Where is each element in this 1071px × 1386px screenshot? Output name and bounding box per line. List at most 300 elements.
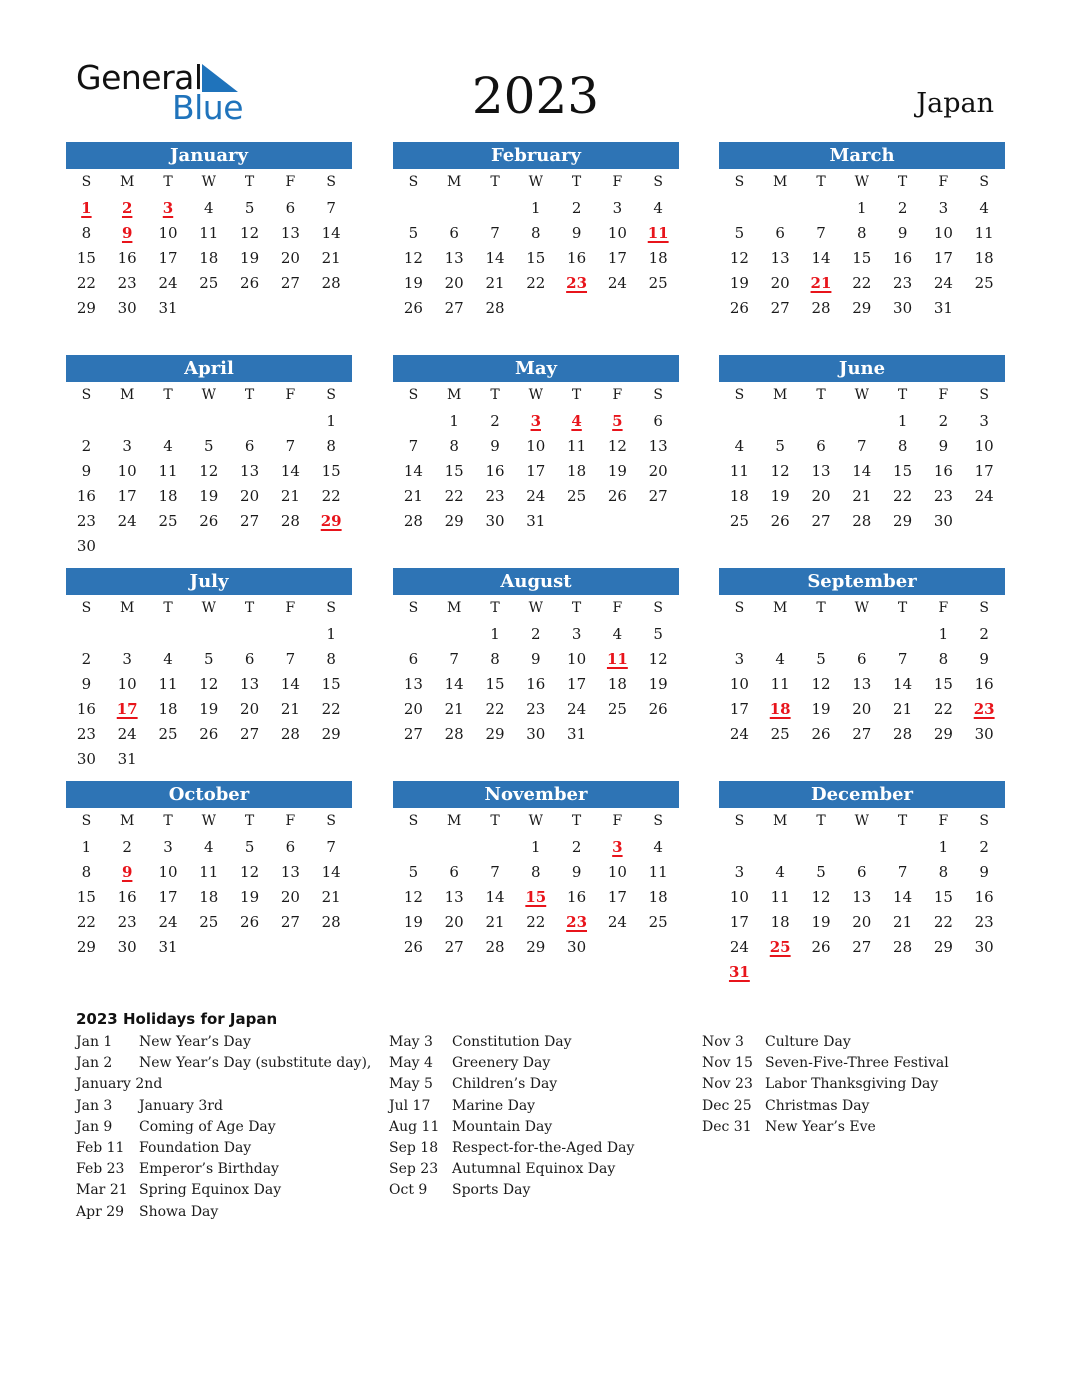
weekday-label: T xyxy=(816,387,826,403)
date-cell: 30 xyxy=(933,512,953,530)
date-cell: 8 xyxy=(531,224,541,242)
date-cell: 17 xyxy=(933,249,953,267)
holiday-date: Apr 29 xyxy=(76,1203,125,1220)
holiday-date: 3 xyxy=(612,838,623,856)
date-cell: 27 xyxy=(280,274,300,292)
date-cell: 10 xyxy=(607,863,627,881)
holiday-item xyxy=(76,1180,376,1201)
date-cell: 27 xyxy=(280,913,300,931)
holiday-date: 9 xyxy=(121,224,133,242)
date-cell: 16 xyxy=(567,888,587,906)
date-cell: 12 xyxy=(199,675,219,693)
empty-cell xyxy=(66,409,107,434)
date-cell: 23 xyxy=(76,512,96,530)
date-cell: 30 xyxy=(117,938,137,956)
date-cell: 13 xyxy=(280,863,300,881)
month-header: September xyxy=(719,568,1005,595)
weekday-label: T xyxy=(490,387,500,403)
date-cell: 22 xyxy=(526,913,546,931)
empty-cell xyxy=(107,409,148,434)
date-cell: 10 xyxy=(526,437,546,455)
date-cell: 13 xyxy=(444,888,464,906)
holiday-date: 9 xyxy=(121,863,133,881)
date-cell: 2 xyxy=(531,625,541,643)
month-header: June xyxy=(719,355,1005,382)
date-cell: 10 xyxy=(933,224,953,242)
date-cell: 25 xyxy=(199,913,219,931)
date-cell: 9 xyxy=(979,650,989,668)
date-cell: 4 xyxy=(204,199,214,217)
date-cell: 19 xyxy=(403,274,423,292)
date-cell: 22 xyxy=(321,487,341,505)
date-cell: 15 xyxy=(485,675,505,693)
date-cell: 14 xyxy=(321,224,341,242)
month-header: July xyxy=(66,568,352,595)
weekday-label: T xyxy=(163,600,173,616)
date-cell: 8 xyxy=(938,863,949,881)
date-cell: 2 xyxy=(122,838,132,856)
date-cell: 5 xyxy=(816,863,826,881)
weekday-label: T xyxy=(490,813,500,829)
holiday-item xyxy=(702,1074,1002,1095)
date-cell: 24 xyxy=(729,725,749,743)
weekday-label: T xyxy=(163,387,173,403)
weekday-label: M xyxy=(773,813,788,829)
holiday-date: 31 xyxy=(728,963,750,981)
holiday-item xyxy=(76,1096,376,1117)
date-cell: 6 xyxy=(244,437,255,455)
holiday-date: 4 xyxy=(571,412,582,430)
weekday-label: M xyxy=(120,600,135,616)
weekday-label: T xyxy=(490,600,500,616)
weekday-label: S xyxy=(734,174,745,190)
weekday-label: F xyxy=(612,387,623,403)
holiday-date: Feb 23 xyxy=(76,1161,125,1178)
date-cell: 26 xyxy=(648,700,668,718)
date-cell: 3 xyxy=(612,199,623,217)
month-days-grid xyxy=(66,169,352,321)
date-cell: 30 xyxy=(974,725,994,743)
date-cell: 28 xyxy=(893,938,913,956)
month-days-grid xyxy=(719,382,1005,534)
month-days-grid xyxy=(719,808,1005,985)
date-cell: 27 xyxy=(852,725,872,743)
holiday-item xyxy=(389,1096,689,1117)
holiday-date: Jan 2 xyxy=(76,1055,113,1072)
month-header: February xyxy=(393,142,679,169)
date-cell: 17 xyxy=(729,913,749,931)
weekday-label: M xyxy=(120,174,135,190)
date-cell: 27 xyxy=(648,487,668,505)
date-cell: 26 xyxy=(811,725,831,743)
holiday-item xyxy=(389,1074,689,1095)
weekday-label: F xyxy=(938,387,949,403)
weekday-label: M xyxy=(447,813,462,829)
date-cell: 9 xyxy=(531,650,541,668)
date-cell: 21 xyxy=(280,700,300,718)
weekday-label: T xyxy=(571,813,582,829)
date-cell: 10 xyxy=(974,437,994,455)
date-cell: 15 xyxy=(852,249,872,267)
date-cell: 21 xyxy=(403,487,423,505)
month-days-grid xyxy=(66,808,352,960)
holiday-date: Oct 9 xyxy=(389,1182,428,1199)
weekday-label: T xyxy=(897,174,908,190)
weekday-label: M xyxy=(773,600,788,616)
date-cell: 8 xyxy=(938,650,949,668)
date-cell: 13 xyxy=(444,249,464,267)
holiday-item xyxy=(702,1117,1002,1138)
weekday-label: S xyxy=(653,387,663,403)
date-cell: 18 xyxy=(158,487,178,505)
date-cell: 2 xyxy=(938,412,949,430)
date-cell: 21 xyxy=(852,487,872,505)
empty-cell xyxy=(393,835,434,860)
month-days-grid xyxy=(393,595,679,747)
weekday-label: W xyxy=(201,813,216,829)
date-cell: 22 xyxy=(76,274,96,292)
holiday-date: Mar 21 xyxy=(76,1182,128,1199)
date-cell: 19 xyxy=(240,249,260,267)
date-cell: 7 xyxy=(326,838,336,856)
date-cell: 25 xyxy=(770,725,790,743)
holiday-name: Christmas Day xyxy=(765,1097,870,1114)
weekday-label: T xyxy=(163,813,173,829)
empty-cell xyxy=(719,835,760,860)
holiday-date: 11 xyxy=(606,650,628,668)
month-header: April xyxy=(66,355,352,382)
date-cell: 26 xyxy=(403,938,423,956)
holiday-date: Aug 11 xyxy=(389,1118,440,1135)
date-cell: 23 xyxy=(117,913,137,931)
holiday-date: 17 xyxy=(116,700,138,718)
month-march xyxy=(719,142,1005,321)
date-cell: 18 xyxy=(974,249,994,267)
date-cell: 8 xyxy=(857,224,867,242)
date-cell: 10 xyxy=(117,462,137,480)
date-cell: 28 xyxy=(403,512,423,530)
date-cell: 7 xyxy=(408,437,419,455)
holiday-item xyxy=(76,1159,376,1180)
weekday-label: S xyxy=(734,387,745,403)
month-days-grid xyxy=(393,169,679,321)
date-cell: 6 xyxy=(449,224,459,242)
date-cell: 24 xyxy=(158,274,178,292)
holiday-name: New Year’s Eve xyxy=(765,1118,876,1135)
weekday-label: T xyxy=(816,813,826,829)
empty-cell xyxy=(801,409,842,434)
date-cell: 18 xyxy=(770,913,790,931)
date-cell: 9 xyxy=(490,437,500,455)
date-cell: 10 xyxy=(729,675,749,693)
weekday-label: S xyxy=(734,600,745,616)
date-cell: 7 xyxy=(326,199,336,217)
date-cell: 29 xyxy=(444,512,464,530)
date-cell: 27 xyxy=(811,512,831,530)
date-cell: 8 xyxy=(897,437,908,455)
date-cell: 29 xyxy=(933,725,953,743)
date-cell: 7 xyxy=(897,863,908,881)
date-cell: 3 xyxy=(938,199,949,217)
holiday-date: Nov 15 xyxy=(702,1055,753,1072)
date-cell: 7 xyxy=(449,650,459,668)
empty-cell xyxy=(719,622,760,647)
date-cell: 13 xyxy=(648,437,668,455)
date-cell: 19 xyxy=(729,274,749,292)
holiday-date: 5 xyxy=(612,412,623,430)
holiday-date: May 5 xyxy=(389,1076,433,1093)
date-cell: 4 xyxy=(163,650,173,668)
date-cell: 20 xyxy=(280,249,300,267)
empty-cell xyxy=(188,409,229,434)
month-april xyxy=(66,355,352,559)
date-cell: 2 xyxy=(979,625,989,643)
date-cell: 6 xyxy=(857,650,867,668)
month-days-grid xyxy=(66,382,352,559)
holiday-name: Spring Equinox Day xyxy=(139,1182,282,1199)
date-cell: 3 xyxy=(734,863,745,881)
month-days-grid xyxy=(719,169,1005,321)
month-days-grid xyxy=(393,382,679,534)
holiday-date: Nov 23 xyxy=(702,1076,753,1093)
holiday-name: Emperor’s Birthday xyxy=(139,1161,279,1178)
date-cell: 12 xyxy=(199,462,219,480)
date-cell: 21 xyxy=(485,274,505,292)
date-cell: 7 xyxy=(490,224,500,242)
month-header: March xyxy=(719,142,1005,169)
date-cell: 14 xyxy=(444,675,464,693)
date-cell: 19 xyxy=(240,888,260,906)
date-cell: 13 xyxy=(811,462,831,480)
empty-cell xyxy=(760,409,801,434)
date-cell: 26 xyxy=(607,487,627,505)
month-header: January xyxy=(66,142,352,169)
holiday-date: Feb 11 xyxy=(76,1140,125,1157)
weekday-label: W xyxy=(201,387,216,403)
date-cell: 3 xyxy=(122,650,132,668)
date-cell: 10 xyxy=(607,224,627,242)
date-cell: 13 xyxy=(770,249,790,267)
date-cell: 8 xyxy=(326,650,336,668)
holiday-name: Foundation Day xyxy=(139,1140,252,1157)
date-cell: 31 xyxy=(117,750,137,768)
month-january xyxy=(66,142,352,321)
date-cell: 4 xyxy=(775,863,785,881)
holiday-item xyxy=(389,1159,689,1180)
date-cell: 15 xyxy=(76,249,96,267)
date-cell: 28 xyxy=(852,512,872,530)
date-cell: 12 xyxy=(729,249,749,267)
weekday-label: M xyxy=(447,600,462,616)
date-cell: 16 xyxy=(567,249,587,267)
date-cell: 5 xyxy=(408,863,419,881)
date-cell: 11 xyxy=(729,462,749,480)
date-cell: 8 xyxy=(490,650,500,668)
date-cell: 21 xyxy=(280,487,300,505)
date-cell: 5 xyxy=(816,650,826,668)
holiday-item xyxy=(389,1138,689,1159)
date-cell: 26 xyxy=(240,913,260,931)
holiday-date: 3 xyxy=(162,199,174,217)
weekday-label: F xyxy=(285,174,296,190)
date-cell: 16 xyxy=(974,888,994,906)
date-cell: 14 xyxy=(403,462,423,480)
weekday-label: S xyxy=(326,387,336,403)
date-cell: 19 xyxy=(648,675,668,693)
date-cell: 2 xyxy=(897,199,908,217)
weekday-label: T xyxy=(897,387,908,403)
weekday-label: S xyxy=(979,600,989,616)
month-february xyxy=(393,142,679,321)
date-cell: 22 xyxy=(852,274,872,292)
date-cell: 25 xyxy=(607,700,627,718)
holiday-name: Marine Day xyxy=(452,1097,536,1114)
date-cell: 5 xyxy=(408,224,419,242)
month-header: December xyxy=(719,781,1005,808)
date-cell: 1 xyxy=(326,412,336,430)
date-cell: 31 xyxy=(158,299,178,317)
date-cell: 20 xyxy=(811,487,831,505)
weekday-label: F xyxy=(612,174,623,190)
date-cell: 21 xyxy=(485,913,505,931)
weekday-label: S xyxy=(979,387,989,403)
logo-text-general: General xyxy=(76,58,203,97)
date-cell: 19 xyxy=(403,913,423,931)
weekday-label: M xyxy=(773,387,788,403)
holiday-name: Children’s Day xyxy=(452,1076,558,1093)
weekday-label: T xyxy=(571,387,582,403)
date-cell: 18 xyxy=(729,487,749,505)
date-cell: 9 xyxy=(571,224,582,242)
holiday-item xyxy=(389,1053,689,1074)
date-cell: 18 xyxy=(199,249,219,267)
weekday-label: F xyxy=(285,600,296,616)
date-cell: 28 xyxy=(280,512,300,530)
date-cell: 16 xyxy=(76,700,96,718)
date-cell: 1 xyxy=(938,625,949,643)
date-cell: 30 xyxy=(76,750,96,768)
date-cell: 28 xyxy=(485,938,505,956)
date-cell: 22 xyxy=(526,274,546,292)
date-cell: 15 xyxy=(526,249,546,267)
date-cell: 15 xyxy=(321,462,341,480)
date-cell: 10 xyxy=(158,224,178,242)
holiday-date: Jan 9 xyxy=(76,1118,113,1135)
empty-cell xyxy=(841,835,882,860)
date-cell: 28 xyxy=(893,725,913,743)
weekday-label: F xyxy=(938,600,949,616)
date-cell: 29 xyxy=(485,725,505,743)
date-cell: 3 xyxy=(979,412,989,430)
date-cell: 18 xyxy=(607,675,627,693)
empty-cell xyxy=(882,835,923,860)
date-cell: 9 xyxy=(81,462,92,480)
date-cell: 8 xyxy=(81,224,92,242)
date-cell: 11 xyxy=(567,437,587,455)
date-cell: 26 xyxy=(729,299,749,317)
date-cell: 26 xyxy=(811,938,831,956)
weekday-label: M xyxy=(773,174,788,190)
date-cell: 23 xyxy=(893,274,913,292)
date-cell: 19 xyxy=(811,700,831,718)
date-cell: 15 xyxy=(933,675,953,693)
date-cell: 11 xyxy=(199,224,219,242)
date-cell: 17 xyxy=(567,675,587,693)
date-cell: 30 xyxy=(567,938,587,956)
weekday-label: S xyxy=(81,600,92,616)
holiday-column-3 xyxy=(702,1032,1002,1138)
empty-cell xyxy=(148,409,189,434)
date-cell: 15 xyxy=(933,888,953,906)
weekday-label: W xyxy=(528,600,543,616)
weekday-label: T xyxy=(244,174,255,190)
empty-cell xyxy=(760,622,801,647)
date-cell: 20 xyxy=(403,700,423,718)
date-cell: 6 xyxy=(285,838,296,856)
date-cell: 20 xyxy=(444,913,464,931)
holiday-date: 2 xyxy=(121,199,133,217)
page-title-year: 2023 xyxy=(471,67,600,125)
empty-cell xyxy=(434,835,475,860)
date-cell: 18 xyxy=(648,888,668,906)
date-cell: 22 xyxy=(893,487,913,505)
date-cell: 28 xyxy=(444,725,464,743)
date-cell: 25 xyxy=(729,512,749,530)
date-cell: 5 xyxy=(204,650,214,668)
holiday-date: Nov 3 xyxy=(702,1034,744,1050)
date-cell: 30 xyxy=(117,299,137,317)
holiday-column-1 xyxy=(76,1032,376,1223)
holiday-name: Mountain Day xyxy=(452,1118,553,1135)
date-cell: 16 xyxy=(974,675,994,693)
date-cell: 8 xyxy=(326,437,336,455)
date-cell: 8 xyxy=(531,863,541,881)
weekday-label: S xyxy=(408,174,419,190)
date-cell: 24 xyxy=(117,512,137,530)
empty-cell xyxy=(841,409,882,434)
date-cell: 23 xyxy=(485,487,505,505)
weekday-label: S xyxy=(408,387,419,403)
month-days-grid xyxy=(393,808,679,960)
date-cell: 25 xyxy=(158,725,178,743)
weekday-label: W xyxy=(201,174,216,190)
empty-cell xyxy=(719,409,760,434)
date-cell: 3 xyxy=(122,437,132,455)
date-cell: 7 xyxy=(285,437,296,455)
weekday-label: W xyxy=(854,600,869,616)
date-cell: 1 xyxy=(938,838,949,856)
weekday-label: F xyxy=(612,600,623,616)
date-cell: 6 xyxy=(408,650,419,668)
date-cell: 20 xyxy=(852,700,872,718)
empty-cell xyxy=(229,622,270,647)
weekday-label: M xyxy=(447,174,462,190)
date-cell: 17 xyxy=(729,700,749,718)
date-cell: 6 xyxy=(857,863,867,881)
date-cell: 18 xyxy=(199,888,219,906)
date-cell: 12 xyxy=(240,863,260,881)
date-cell: 31 xyxy=(526,512,546,530)
weekday-label: M xyxy=(120,813,135,829)
date-cell: 3 xyxy=(734,650,745,668)
date-cell: 30 xyxy=(76,537,96,555)
date-cell: 20 xyxy=(240,700,260,718)
date-cell: 24 xyxy=(567,700,587,718)
empty-cell xyxy=(188,622,229,647)
date-cell: 19 xyxy=(607,462,627,480)
date-cell: 4 xyxy=(612,625,623,643)
empty-cell xyxy=(148,622,189,647)
